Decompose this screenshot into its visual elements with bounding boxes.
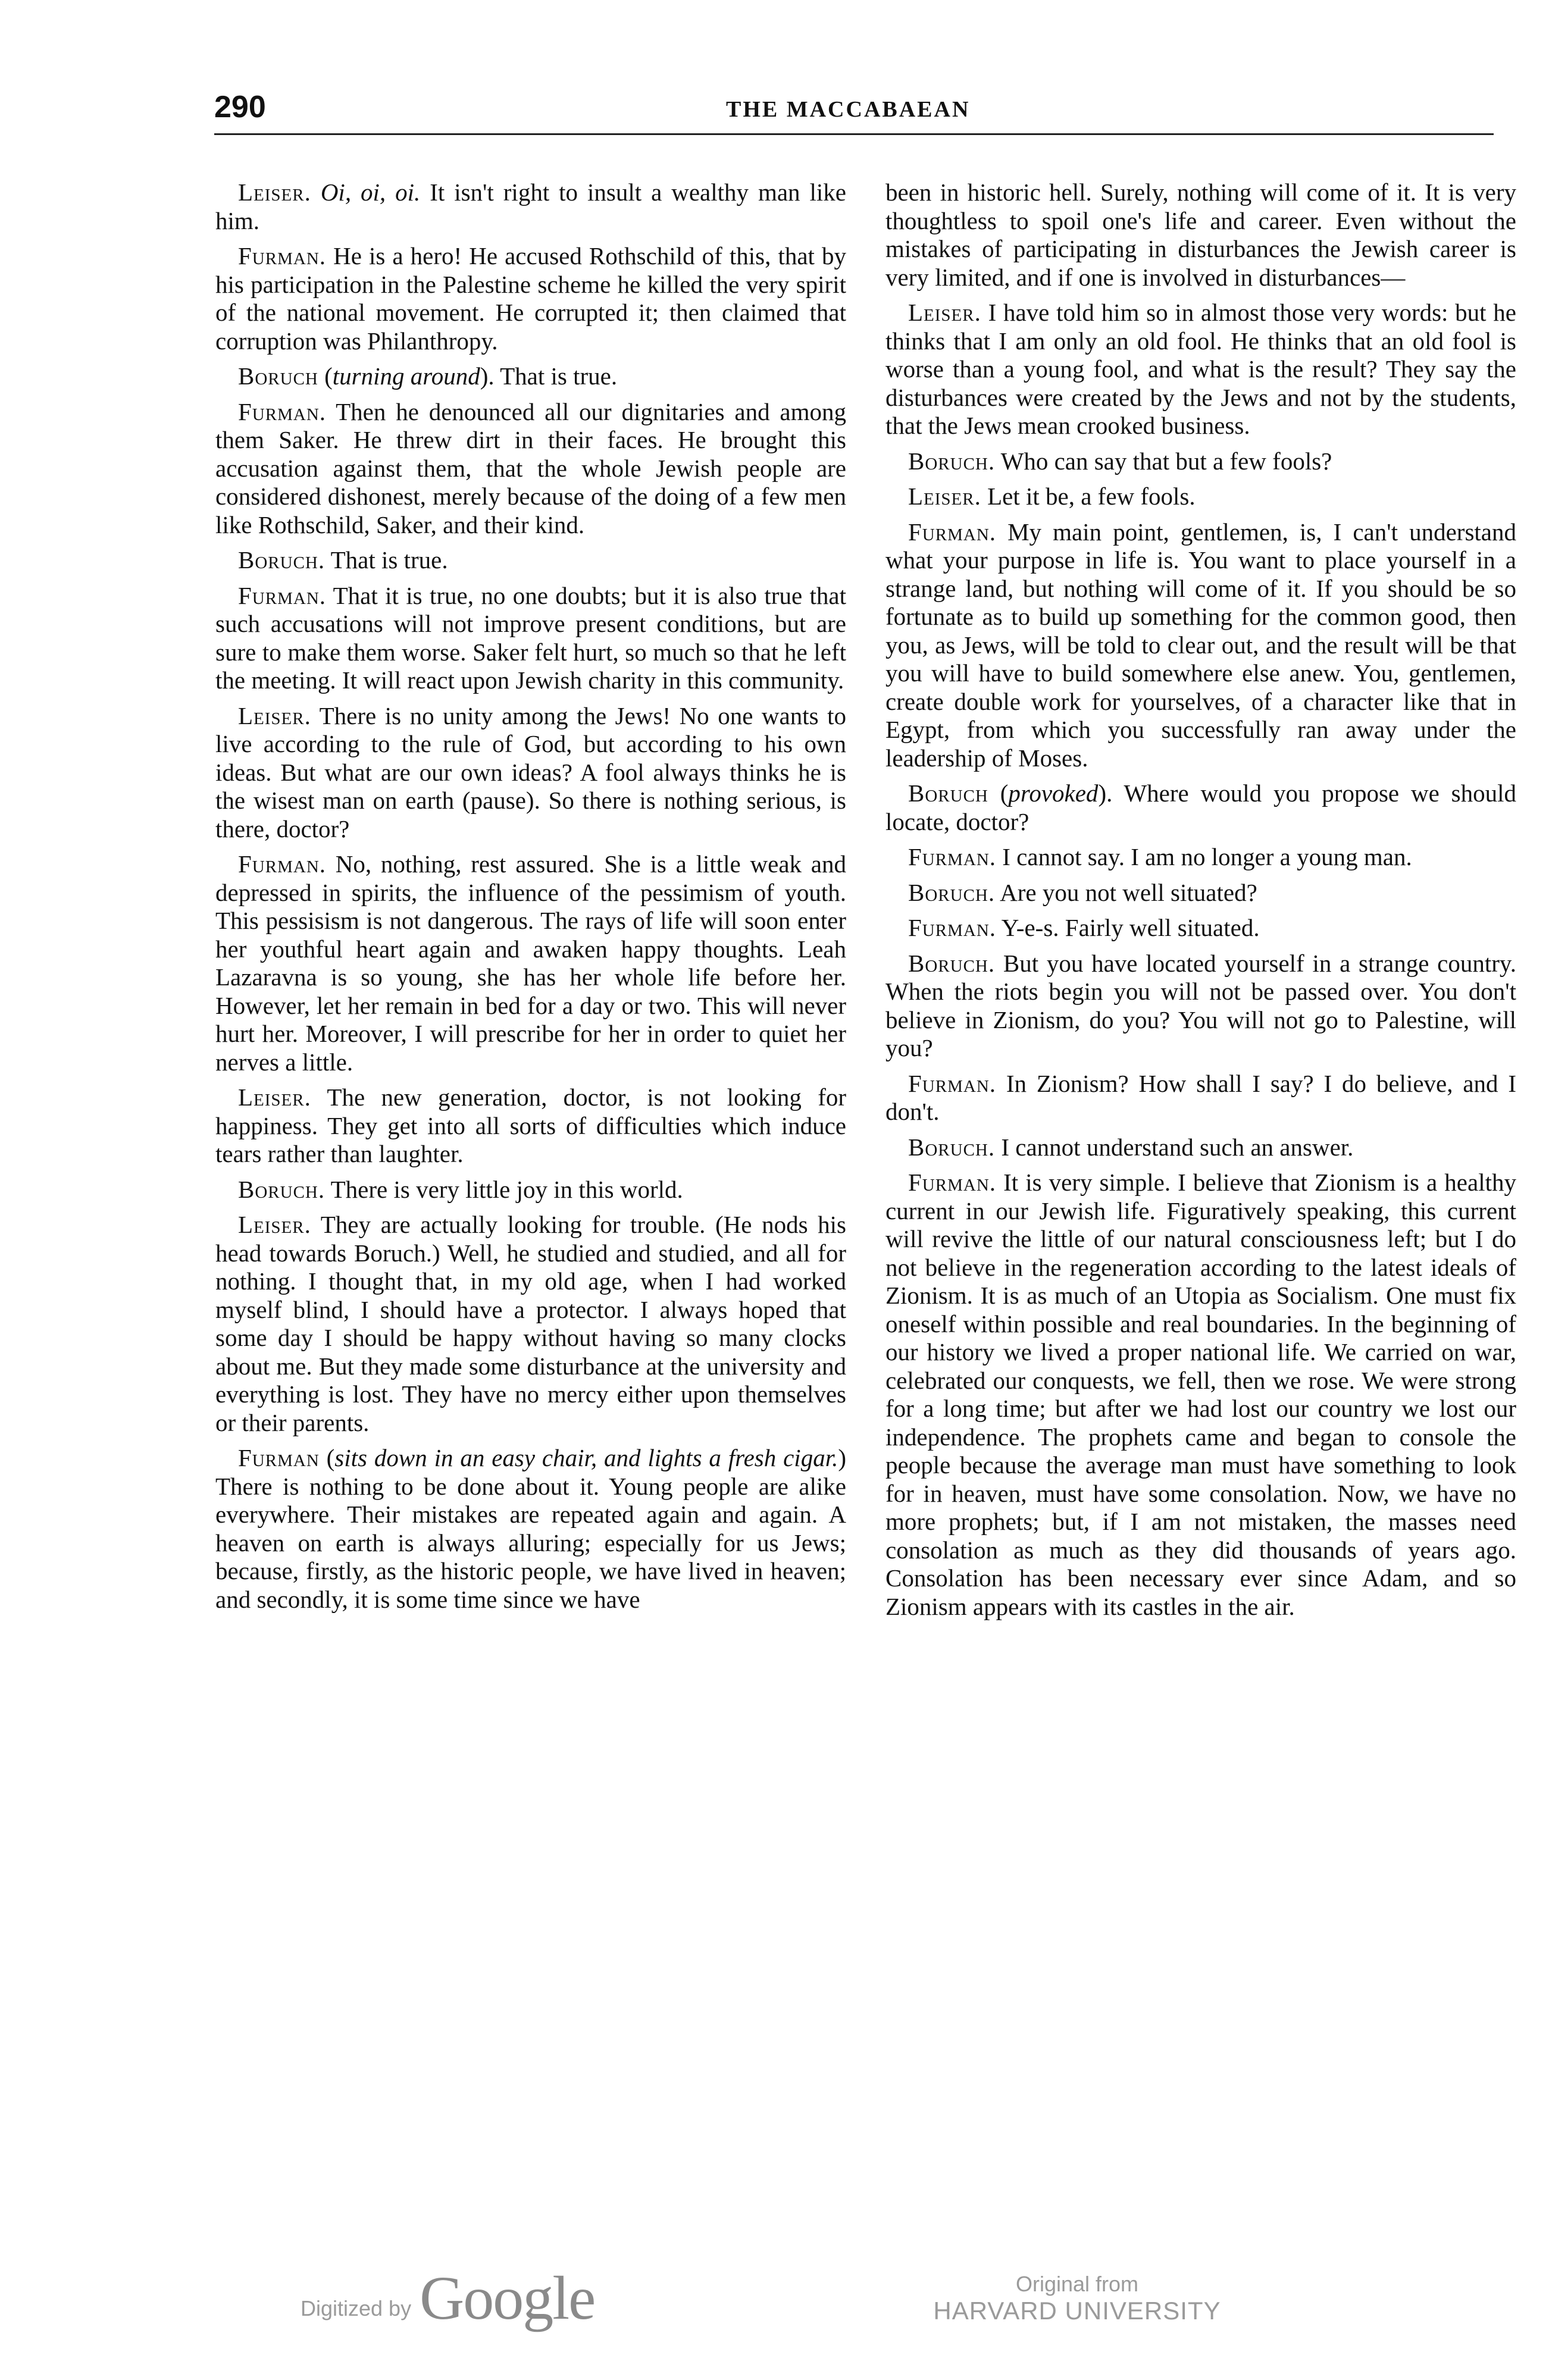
dialogue-text: Are you not well situated? [995, 878, 1257, 906]
speaker-name: Furman. [238, 397, 327, 425]
stage-direction: turning around [332, 362, 480, 390]
dialogue-text: My main point, gentlemen, is, I can't understand what your purpose in life is. You want to place yourself in a strange land, but nothing will come of it. If you should be so fortunate as to build up something for the common good, then you, as Jews, will be told to clear out, and the result will be that you will have to build somewhere else anew. You, gentlemen, create double work for yourselves, of a character like that in Egypt, from which you successfully ran away under the leadership of Moses. [885, 518, 1516, 772]
speaker-name: Furman. [908, 518, 997, 546]
dialogue-paragraph [215, 850, 846, 1076]
speaker-name: Leiser. [238, 702, 311, 729]
dialogue-text: ) There is nothing to be done about it. Young people are alike everywhere. Their mistakes are repeated again and again. A heaven on earth is always alluring; especially for us Jews; because, firstly, as the historic people, we have lived in heaven; and secondly, it is some time since we have [215, 1444, 847, 1613]
speaker-name: Furman [238, 1444, 320, 1471]
dialogue-text: Who can say that but a few fools? [995, 447, 1332, 475]
dialogue-paragraph [885, 1070, 1516, 1126]
dialogue-paragraph [215, 242, 846, 355]
stage-open: ( [318, 362, 333, 390]
right-text-column [885, 178, 1516, 1628]
dialogue-paragraph [215, 1444, 846, 1614]
page-number: 290 [214, 90, 266, 124]
speaker-name: Furman. [908, 1169, 997, 1196]
dialogue-paragraph [215, 546, 846, 575]
stage-open: ( [988, 779, 1009, 807]
dialogue-paragraph [215, 1211, 846, 1437]
speaker-name: Furman. [238, 581, 327, 609]
dialogue-paragraph [885, 779, 1516, 836]
speaker-name: Furman. [238, 242, 327, 270]
dialogue-text: I cannot say. I am no longer a young man. [996, 843, 1412, 870]
dialogue-text: That is true. [325, 546, 448, 574]
dialogue-paragraph [215, 1083, 846, 1169]
dialogue-paragraph [885, 178, 1516, 292]
speaker-name: Boruch. [908, 1133, 996, 1161]
dialogue-paragraph [885, 518, 1516, 773]
dialogue-text: ). That is true. [480, 362, 618, 390]
speaker-name: Furman. [908, 843, 997, 870]
dialogue-paragraph [885, 879, 1516, 907]
speaker-name: Leiser. [908, 483, 981, 510]
dialogue-paragraph [215, 582, 846, 695]
speaker-name: Boruch [908, 779, 988, 807]
speaker-name: Boruch. [908, 878, 996, 906]
dialogue-text: I have told him so in almost those very words: but he thinks that I am only an old fool. He thinks that an old fool is worse than a young fool, and what is the result? They say the disturbances were created by the Jews and not by the students, that the Jews mean crooked business. [885, 299, 1516, 439]
dialogue-paragraph [215, 398, 846, 540]
dialogue-text: That it is true, no one doubts; but it is also true that such accusations will not improve present conditions, but are sure to make them worse. Saker felt hurt, so much so that he left the meeting. It will react upon Jewish charity in this community. [215, 581, 846, 694]
dialogue-paragraph [215, 362, 846, 391]
speaker-name: Leiser. [238, 1211, 311, 1238]
dialogue-text: But you have located yourself in a strange country. When the riots begin you will not be passed over. You don't believe in Zionism, do you? You will not go to Palestine, will you? [885, 949, 1516, 1061]
institution-label: HARVARD UNIVERSITY [933, 2297, 1221, 2325]
dialogue-text: I cannot understand such an answer. [995, 1133, 1354, 1161]
digitized-by-google-watermark [301, 2264, 595, 2332]
dialogue-text: It isn't right to insult a wealthy man like him. [215, 178, 846, 234]
dialogue-text: There is very little joy in this world. [325, 1175, 683, 1203]
speaker-name: Boruch. [908, 447, 996, 475]
running-title: THE MACCABAEAN [726, 97, 971, 122]
original-from-label: Original from [1015, 2272, 1139, 2296]
dialogue-text: He is a hero! He accused Rothschild of this, that by his participation in the Palestine scheme he killed the very spirit of the national movement. He corrupted it; then claimed that corruption was Philanthropy. [215, 242, 846, 355]
original-from-watermark [928, 2272, 1226, 2325]
dialogue-paragraph [215, 702, 846, 844]
dialogue-paragraph [885, 1169, 1516, 1621]
dialogue-text: been in historic hell. Surely, nothing will come of it. It is very thoughtless to spoil one's life and career. Even without the mistakes of participating in disturbances the Jewish career is very limited, and if one is involved in disturbances— [885, 178, 1516, 291]
dialogue-text: There is no unity among the Jews! No one wants to live according to the rule of God, but according to his own ideas. But what are our own ideas? A fool always thinks he is the wisest man on earth (pause). So there is nothing serious, is there, doctor? [215, 702, 846, 843]
dialogue-text: They are actually looking for trouble. (He nods his head towards Boruch.) Well, he studied and studied, and all for nothing. I thought that, in my old age, when I had worked myself blind, I should have a protector. I always hoped that some day I should be happy without having so many clocks about me. But they made some disturbance at the university and everything is lost. They have no mercy either upon themselves or their parents. [215, 1211, 846, 1436]
dialogue-paragraph [885, 447, 1516, 476]
dialogue-paragraph [885, 483, 1516, 511]
speaker-name: Furman. [238, 850, 327, 878]
page-header [214, 89, 1494, 137]
google-logo: Google [420, 2264, 595, 2332]
stage-open: ( [319, 1444, 335, 1471]
dialogue-text: It is very simple. I believe that Zionism is a healthy current in our Jewish life. Figuratively speaking, this current will revive the little of our natural consciousness left; but I do not believe in the regeneration according to the latest ideals of Zionism. It is as much of an Utopia as Socialism. One must fix oneself within possible and real boundaries. In the beginning of our history we lived a proper national life. We carried on war, celebrated our conquests, we fell, then we rose. We were strong for a long time; but after we had lost our country we lost our independence. The prophets came and began to console the people because the average man must have something to look for in heaven, must have some consolation. Now, we have no more prophets; but, if I am not mistaken, the masses need consolation as much as they did thousands of years ago. Consolation has been necessary ever since Adam, and so Zionism appears with its castles in the air. [885, 1169, 1516, 1620]
stage-direction: Oi, oi, oi. [320, 178, 421, 206]
dialogue-paragraph [885, 914, 1516, 942]
dialogue-text: Y-e-s. Fairly well situated. [996, 914, 1260, 941]
speaker-name: Boruch [238, 362, 318, 390]
stage-direction: sits down in an easy chair, and lights a fresh cigar. [334, 1444, 838, 1471]
header-rule [214, 133, 1494, 135]
speaker-name: Leiser. [238, 178, 311, 206]
speaker-name: Boruch. [238, 1175, 326, 1203]
dialogue-paragraph [885, 1133, 1516, 1162]
speaker-name: Leiser. [908, 299, 981, 326]
speaker-name: Boruch. [238, 546, 326, 574]
speaker-name: Furman. [908, 914, 997, 941]
dialogue-text: Then he denounced all our dignitaries and among them Saker. He threw dirt in their faces. He brought this accusation against them, that the whole Jewish people are considered dishonest, merely because of the doing of a few men like Rothschild, Saker, and their kind. [215, 397, 846, 538]
dialogue-text: In Zionism? How shall I say? I do believe, and I don't. [885, 1069, 1516, 1125]
stage-direction: provoked [1008, 779, 1099, 807]
dialogue-text: No, nothing, rest assured. She is a little weak and depressed in spirits, the influence of the pessimism of youth. This pessisism is not dangerous. The rays of life will soon enter her youthful heart again and awaken happy thoughts. Leah Lazaravna is so young, she has her whole life before her. However, let her remain in bed for a day or two. This will never hurt her. Moreover, I will prescribe for her in order to quiet her nerves a little. [215, 850, 846, 1076]
dialogue-paragraph [885, 950, 1516, 1063]
left-text-column [215, 178, 846, 1621]
dialogue-paragraph [885, 843, 1516, 872]
dialogue-paragraph [215, 1176, 846, 1204]
dialogue-text: The new generation, doctor, is not looking for happiness. They get into all sorts of difficulties which induce tears rather than laughter. [215, 1083, 846, 1167]
speaker-name: Furman. [908, 1069, 997, 1097]
speaker-name: Boruch. [908, 949, 996, 977]
dialogue-paragraph [885, 299, 1516, 440]
dialogue-paragraph [215, 178, 846, 235]
digitized-by-label: Digitized by [301, 2296, 412, 2320]
dialogue-text: Let it be, a few fools. [981, 483, 1196, 510]
speaker-name: Leiser. [238, 1083, 311, 1111]
dialogue-text: ). Where would you propose we should locate, doctor? [885, 779, 1517, 835]
